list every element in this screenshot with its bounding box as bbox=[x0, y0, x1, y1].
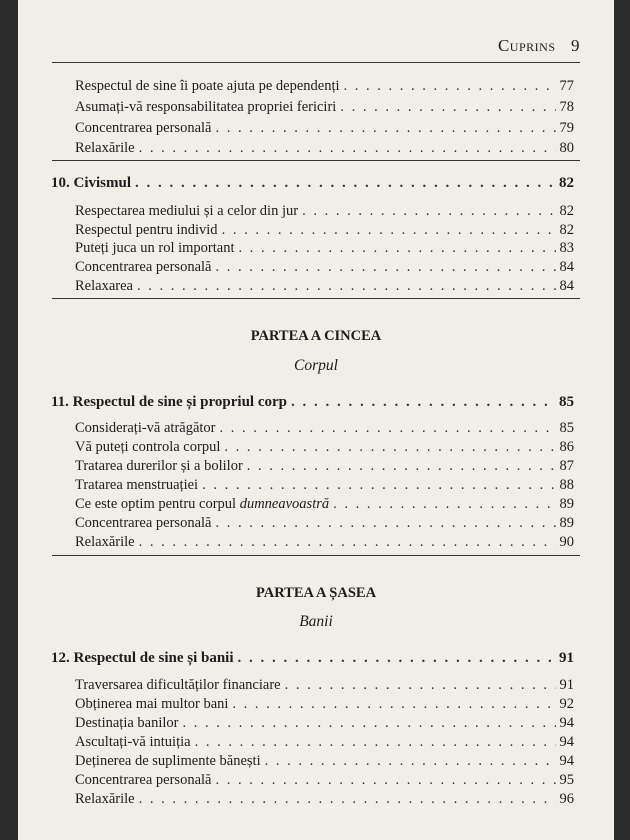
toc-entry[interactable] bbox=[18, 240, 614, 260]
toc-entry-title: Vă puteți controla corpul bbox=[75, 439, 221, 455]
toc-entry-title: Deținerea de suplimente bănești bbox=[75, 753, 261, 769]
toc-entry[interactable] bbox=[18, 496, 614, 516]
part-subtitle: Corpul bbox=[294, 357, 338, 374]
toc-entry-page: 87 bbox=[559, 458, 574, 474]
toc-entry-title: Obținerea mai multor bani bbox=[75, 696, 229, 712]
toc-entry-title: Ascultați-vă intuiția bbox=[75, 734, 191, 750]
toc-entry-title: Destinația banilor bbox=[75, 715, 179, 731]
toc-entry[interactable] bbox=[18, 78, 614, 98]
book-page bbox=[18, 0, 614, 840]
toc-entry[interactable] bbox=[18, 458, 614, 478]
toc-entry[interactable] bbox=[18, 203, 614, 223]
toc-entry-title: Asumați-vă responsabilitatea propriei fericiri bbox=[75, 99, 337, 115]
toc-entry-title: Relaxarea bbox=[75, 278, 133, 294]
toc-entry-page: 95 bbox=[559, 772, 574, 788]
toc-entry[interactable] bbox=[18, 477, 614, 497]
toc-chapter-entry[interactable] bbox=[18, 394, 614, 414]
toc-entry-title: Tratarea durerilor și a bolilor bbox=[75, 458, 243, 474]
part-heading: PARTEA A CINCEA bbox=[250, 328, 382, 344]
toc-entry[interactable] bbox=[18, 696, 614, 716]
part-subtitle: Banii bbox=[299, 613, 333, 630]
toc-entry-title: Relaxările bbox=[75, 140, 135, 156]
toc-entry-title: Tratarea menstruației bbox=[75, 477, 199, 493]
toc-chapter-entry[interactable] bbox=[18, 650, 614, 670]
toc-entry[interactable] bbox=[18, 734, 614, 754]
toc-entry-page: 79 bbox=[559, 120, 574, 136]
toc-entry-page: 85 bbox=[559, 420, 574, 436]
chapter-page: 91 bbox=[559, 650, 574, 666]
toc-entry-page: 84 bbox=[559, 278, 574, 294]
chapter-title: 11. Respectul de sine și propriul corp bbox=[51, 394, 287, 410]
toc-entry-page: 86 bbox=[559, 439, 574, 455]
toc-entry[interactable] bbox=[18, 753, 614, 773]
toc-entry[interactable] bbox=[18, 140, 614, 160]
toc-entry-page: 84 bbox=[559, 259, 574, 275]
toc-entry-title: Considerați-vă atrăgător bbox=[75, 420, 216, 436]
toc-entry-title: Traversarea dificultăților financiare bbox=[75, 677, 281, 693]
part-heading: PARTEA A ȘASEA bbox=[255, 585, 377, 601]
toc-entry[interactable] bbox=[18, 791, 614, 811]
toc-entry-page: 78 bbox=[559, 99, 574, 115]
toc-entry-title: Concentrarea personală bbox=[75, 259, 212, 275]
toc-entry[interactable] bbox=[18, 677, 614, 697]
toc-entry-title: Concentrarea personală bbox=[75, 120, 212, 136]
toc-entry-title: Respectul pentru individ bbox=[75, 222, 218, 238]
toc-entry-page: 88 bbox=[559, 477, 574, 493]
toc-entry-page: 80 bbox=[559, 140, 574, 156]
chapter-title: 10. Civismul bbox=[51, 175, 132, 191]
toc-entry-page: 92 bbox=[559, 696, 574, 712]
toc-entry[interactable] bbox=[18, 439, 614, 459]
toc-entry-page: 89 bbox=[559, 515, 574, 531]
toc-entry-page: 91 bbox=[559, 677, 574, 693]
toc-entry[interactable] bbox=[18, 772, 614, 792]
toc-entry-page: 90 bbox=[559, 534, 574, 550]
section-rule bbox=[52, 555, 580, 556]
toc-entry-title: Respectarea mediului și a celor din jur bbox=[75, 203, 299, 219]
toc-entry[interactable] bbox=[18, 120, 614, 140]
toc-entry-page: 77 bbox=[559, 78, 574, 94]
toc-entry[interactable] bbox=[18, 99, 614, 119]
toc-entry-title: Concentrarea personală bbox=[75, 772, 212, 788]
toc-chapter-entry[interactable] bbox=[18, 175, 614, 195]
toc-entry-title: Relaxările bbox=[75, 534, 135, 550]
toc-entry[interactable] bbox=[18, 715, 614, 735]
toc-entry-title: Puteți juca un rol important bbox=[75, 240, 235, 256]
toc-entry-title: Concentrarea personală bbox=[75, 515, 212, 531]
chapter-title: 12. Respectul de sine și banii bbox=[51, 650, 234, 666]
running-head-page-number: 9 bbox=[571, 36, 580, 55]
toc-entry-page: 94 bbox=[559, 753, 574, 769]
toc-entry-page: 94 bbox=[559, 734, 574, 750]
running-head bbox=[18, 36, 580, 56]
toc-entry-page: 96 bbox=[559, 791, 574, 807]
running-head-title: Cuprins bbox=[497, 36, 556, 55]
toc-entry[interactable] bbox=[18, 420, 614, 440]
header-rule bbox=[52, 62, 580, 63]
chapter-page: 85 bbox=[559, 394, 574, 410]
toc-entry-title: Relaxările bbox=[75, 791, 135, 807]
toc-entry[interactable] bbox=[18, 222, 614, 242]
toc-entry-page: 82 bbox=[559, 222, 574, 238]
toc-entry-title: Respectul de sine îi poate ajuta pe dependenți bbox=[75, 78, 340, 94]
toc-entry-page: 83 bbox=[559, 240, 574, 256]
toc-entry[interactable] bbox=[18, 259, 614, 279]
section-rule bbox=[52, 298, 580, 299]
toc-entry-page: 94 bbox=[559, 715, 574, 731]
toc-entry[interactable] bbox=[18, 278, 614, 298]
chapter-page: 82 bbox=[559, 175, 574, 191]
section-rule bbox=[52, 160, 580, 161]
toc-entry[interactable] bbox=[18, 534, 614, 554]
toc-entry-title: Ce este optim pentru corpul dumneavoastră bbox=[75, 496, 330, 512]
toc-entry-page: 82 bbox=[559, 203, 574, 219]
toc-entry[interactable] bbox=[18, 515, 614, 535]
toc-entry-page: 89 bbox=[559, 496, 574, 512]
